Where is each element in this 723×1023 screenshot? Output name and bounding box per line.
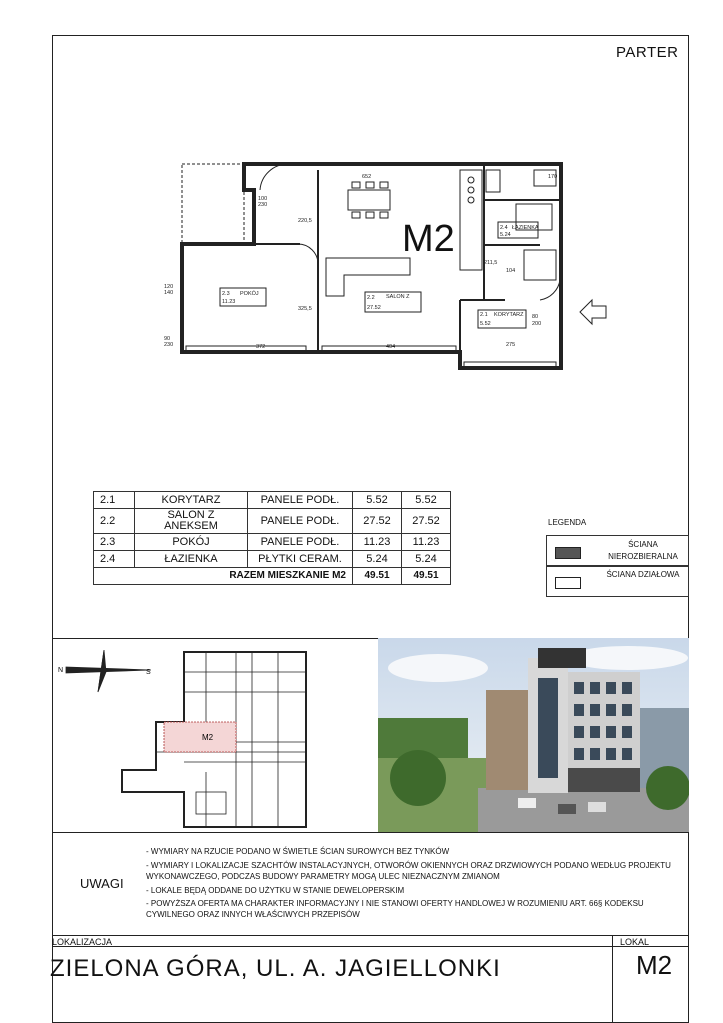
balcony-outline [182, 164, 244, 244]
dim-window: 120 [164, 284, 174, 290]
room-number: 2.2 [367, 295, 375, 301]
divider [612, 935, 613, 1023]
partition-wall-swatch [555, 577, 581, 589]
kitchen-counter [460, 170, 482, 270]
legend-label: ŚCIANA DZIAŁOWA [606, 570, 680, 579]
cell-area: 5.52 [402, 492, 451, 509]
floor-plan [160, 140, 620, 390]
dim-room-h: 325,5 [298, 306, 312, 312]
table-row [94, 509, 451, 534]
note-item: - WYMIARY I LOKALIZACJE SZACHTÓW INSTALACYJNYCH, OTWORÓW OKIENNYCH ORAZ DRZWIOWYCH PODANO WEDŁUG PROJEKTU WYKONAWCZEGO, PODCZAS BUDOWY PARAMETRY MOGĄ ULEC NIEZNACZNYM ZMIANOM [146, 861, 671, 881]
sofa [326, 258, 410, 296]
dim-top: 652 [362, 174, 372, 180]
cell-floor: PANELE PODŁ. [248, 534, 353, 551]
dim-bath-w: 104 [506, 268, 516, 274]
shower [524, 250, 556, 280]
compass-n: N [58, 667, 64, 674]
notes-title: UWAGI [80, 876, 124, 891]
dim-left-bottom: 372 [256, 344, 266, 350]
room-number: 2.4 [500, 225, 508, 231]
toilet [486, 170, 500, 192]
location-label: LOKALIZACJA [52, 937, 113, 947]
dim-window: 140 [164, 290, 174, 296]
cell-name: POKÓJ [135, 534, 248, 551]
note-item: - POWYŻSZA OFERTA MA CHARAKTER INFORMACYJNY I NIE STANOWI OFERTY HANDLOWEJ W ROZUMIENIU ART. 66§ KODEKSU CYWILNEGO ORAZ INNYCH WŁAŚCIWYCH PRZEPISÓW [146, 899, 644, 919]
room-area: 11.23 [222, 299, 236, 305]
room-area: 5.52 [480, 321, 491, 327]
cell-name: KORYTARZ [135, 492, 248, 509]
legend-title: LEGENDA [548, 518, 587, 527]
cell-area: 11.23 [353, 534, 402, 551]
room-number: 2.1 [480, 312, 488, 318]
compass-s: S [146, 669, 151, 676]
stairs [196, 792, 226, 814]
dim-door: 230 [258, 202, 268, 208]
cell-area: 27.52 [353, 509, 402, 534]
total-label: RAZEM MIESZKANIE M2 [94, 568, 353, 585]
cell-area: 11.23 [402, 534, 451, 551]
load-bearing-wall-swatch [555, 547, 581, 559]
unit-value: M2 [636, 950, 673, 980]
room-name: ŁAZIENKA [512, 225, 539, 231]
compass-icon [66, 667, 151, 673]
cell-floor: PŁYTKI CERAM. [248, 551, 353, 568]
entrance-arrow-icon [580, 300, 606, 324]
dim-kitchen-top: 170 [548, 174, 558, 180]
total-area: 49.51 [353, 568, 402, 585]
room-name: SALON Z [386, 294, 410, 300]
cell-floor: PANELE PODŁ. [248, 492, 353, 509]
building-render-image [378, 638, 689, 832]
cell-name: ŁAZIENKA [135, 551, 248, 568]
chair [352, 182, 360, 188]
cell-num: 2.1 [94, 492, 135, 509]
dim-window: 230 [164, 342, 174, 348]
cell-area: 5.52 [353, 492, 402, 509]
table-row [94, 492, 451, 509]
dim-corridor-bottom: 275 [506, 342, 516, 348]
outer-wall [182, 164, 561, 368]
unit-label-big: M2 [402, 218, 455, 260]
room-number: 2.3 [222, 291, 230, 297]
room-area: 27.52 [367, 305, 381, 311]
note-text: WYMIARY NA RZUCIE PODANO W ŚWIETLE ŚCIAN SUROWYCH BEZ TYNKÓW [150, 847, 450, 856]
key-plan [56, 642, 374, 830]
legend-item [546, 535, 689, 567]
dim-bath-h: 211,5 [484, 260, 498, 266]
table-row [94, 534, 451, 551]
cell-name: SALON Z ANEKSEM [135, 509, 248, 534]
divider [52, 935, 689, 936]
dim-window: 90 [164, 336, 171, 342]
keyplan-unit-label: M2 [202, 733, 214, 742]
divider [52, 946, 612, 947]
door-swing [298, 244, 318, 264]
room-name: KORYTARZ [494, 312, 524, 318]
cell-area: 5.24 [353, 551, 402, 568]
floor-label: PARTER [616, 44, 679, 61]
unit-label: LOKAL [620, 937, 650, 947]
legend-label: ŚCIANA NIEROZBIERALNA [608, 540, 678, 561]
dim-door: 100 [258, 196, 268, 202]
divider [52, 832, 689, 833]
table-total-row [94, 568, 451, 585]
door-swing [540, 280, 560, 300]
room-name: POKÓJ [240, 291, 259, 297]
highlighted-unit [164, 722, 236, 752]
cell-num: 2.4 [94, 551, 135, 568]
dim-right-bottom: 404 [386, 344, 396, 350]
note-text: POWYŻSZA OFERTA MA CHARAKTER INFORMACYJNY I NIE STANOWI OFERTY HANDLOWEJ W ROZUMIENIU ART. 66§ KODEKSU CYWILNEGO ORAZ INNYCH WŁAŚCIWYCH PRZEPISÓW [146, 899, 644, 919]
cell-num: 2.3 [94, 534, 135, 551]
dim-door: 200 [532, 321, 542, 327]
cell-num: 2.2 [94, 509, 135, 534]
note-text: LOKALE BĘDĄ ODDANE DO UŻYTKU W STANIE DEWELOPERSKIM [150, 886, 405, 895]
dim-door: 80 [532, 314, 539, 320]
note-item: - WYMIARY NA RZUCIE PODANO W ŚWIETLE ŚCIAN SUROWYCH BEZ TYNKÓW [146, 847, 450, 856]
cell-area: 5.24 [402, 551, 451, 568]
table-row [94, 551, 451, 568]
room-table [93, 491, 451, 585]
total-area: 49.51 [402, 568, 451, 585]
dim-corridor-h: 220,5 [298, 218, 312, 224]
door-swing [260, 164, 288, 190]
note-item: - LOKALE BĘDĄ ODDANE DO UŻYTKU W STANIE DEWELOPERSKIM [146, 886, 405, 895]
cell-floor: PANELE PODŁ. [248, 509, 353, 534]
room-area: 5.24 [500, 232, 511, 238]
cell-area: 27.52 [402, 509, 451, 534]
dining-table [348, 190, 390, 210]
legend-item [546, 565, 689, 597]
note-text: WYMIARY I LOKALIZACJE SZACHTÓW INSTALACYJNYCH, OTWORÓW OKIENNYCH ORAZ DRZWIOWYCH PODANO WEDŁUG PROJEKTU WYKONAWCZEGO, PODCZAS BUDOWY PARAMETRY MOGĄ ULEC NIEZNACZNYM ZMIANOM [146, 861, 671, 881]
location-value: ZIELONA GÓRA, UL. A. JAGIELLONKI [50, 955, 501, 982]
